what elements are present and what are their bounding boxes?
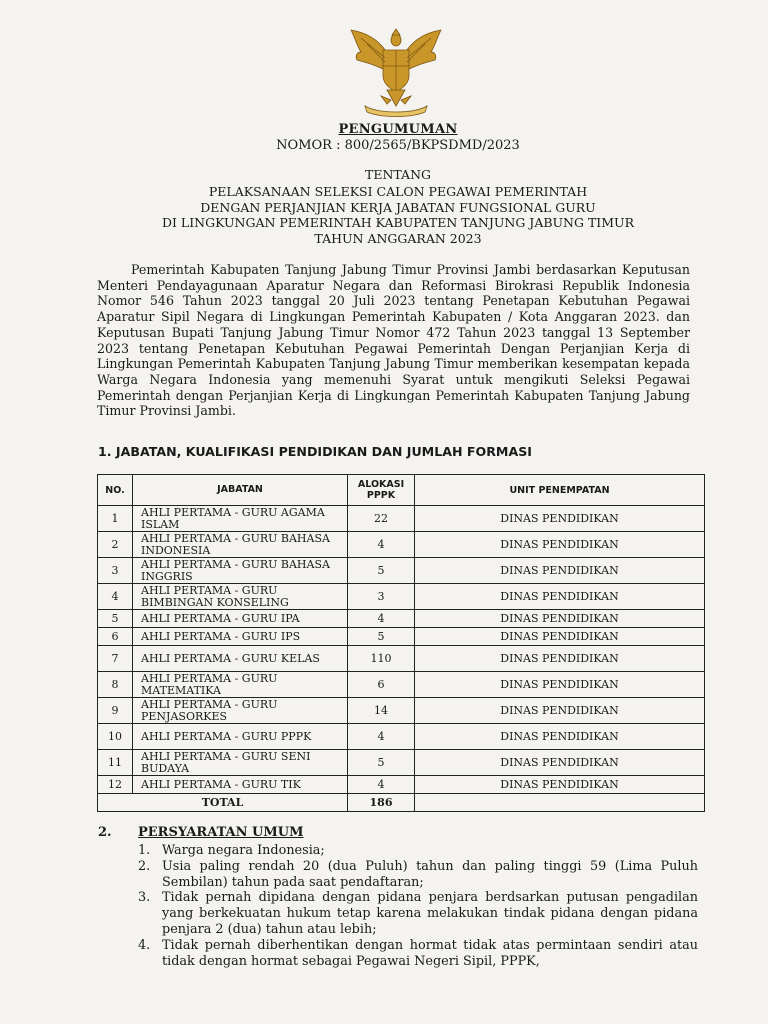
- formation-table: [97, 474, 705, 812]
- cell-unit: DINAS PENDIDIKAN: [415, 532, 705, 558]
- total-value: 186: [348, 794, 415, 812]
- cell-unit: DINAS PENDIDIKAN: [415, 672, 705, 698]
- table-row: [98, 724, 705, 750]
- col-header-jabatan: JABATAN: [133, 475, 348, 506]
- table-row: [98, 672, 705, 698]
- cell-alokasi: 22: [348, 506, 415, 532]
- section-2-title: PERSYARATAN UMUM: [138, 825, 304, 840]
- table-row: [98, 776, 705, 794]
- cell-no: 3: [98, 558, 133, 584]
- table-total-row: [98, 794, 705, 812]
- list-item: [138, 859, 698, 891]
- table-row: [98, 646, 705, 672]
- total-label: TOTAL: [98, 794, 348, 812]
- cell-jabatan: AHLI PERTAMA - GURU BAHASA INGGRIS: [133, 558, 348, 584]
- col-header-unit: UNIT PENEMPATAN: [415, 475, 705, 506]
- col-header-alokasi: ALOKASI PPPK: [348, 475, 415, 506]
- table-row: [98, 610, 705, 628]
- table-row: [98, 532, 705, 558]
- cell-unit: DINAS PENDIDIKAN: [415, 584, 705, 610]
- cell-alokasi: 5: [348, 750, 415, 776]
- cell-no: 12: [98, 776, 133, 794]
- cell-jabatan: AHLI PERTAMA - GURU KELAS: [133, 646, 348, 672]
- table-row: [98, 558, 705, 584]
- section-2-number: 2.: [98, 825, 112, 840]
- subject-line: TAHUN ANGGARAN 2023: [314, 230, 482, 246]
- cell-jabatan: AHLI PERTAMA - GURU BIMBINGAN KONSELING: [133, 584, 348, 610]
- subject-line: DENGAN PERJANJIAN KERJA JABATAN FUNGSIONAL GURU: [200, 199, 596, 215]
- cell-jabatan: AHLI PERTAMA - GURU TIK: [133, 776, 348, 794]
- list-item: [138, 938, 698, 970]
- garuda-emblem-icon: [345, 26, 447, 118]
- cell-unit: DINAS PENDIDIKAN: [415, 506, 705, 532]
- table-row: [98, 584, 705, 610]
- cell-alokasi: 4: [348, 776, 415, 794]
- cell-alokasi: 6: [348, 672, 415, 698]
- section-1-heading: 1. JABATAN, KUALIFIKASI PENDIDIKAN DAN JUMLAH FORMASI: [98, 444, 532, 459]
- cell-unit: DINAS PENDIDIKAN: [415, 558, 705, 584]
- cell-no: 10: [98, 724, 133, 750]
- list-item-text: Warga negara Indonesia;: [162, 843, 325, 858]
- cell-alokasi: 4: [348, 724, 415, 750]
- document-number: NOMOR : 800/2565/BKPSDMD/2023: [276, 138, 520, 153]
- cell-no: 11: [98, 750, 133, 776]
- cell-no: 2: [98, 532, 133, 558]
- list-item-number: 2.: [138, 858, 151, 874]
- table-row: [98, 506, 705, 532]
- cell-jabatan: AHLI PERTAMA - GURU PENJASORKES: [133, 698, 348, 724]
- cell-no: 7: [98, 646, 133, 672]
- cell-jabatan: AHLI PERTAMA - GURU PPPK: [133, 724, 348, 750]
- document-title: PENGUMUMAN: [338, 122, 458, 137]
- cell-jabatan: AHLI PERTAMA - GURU SENI BUDAYA: [133, 750, 348, 776]
- list-item: [138, 890, 698, 937]
- list-item: [138, 843, 698, 859]
- cell-no: 6: [98, 628, 133, 646]
- list-item-number: 1.: [138, 843, 151, 858]
- cell-jabatan: AHLI PERTAMA - GURU IPS: [133, 628, 348, 646]
- cell-unit: DINAS PENDIDIKAN: [415, 724, 705, 750]
- cell-jabatan: AHLI PERTAMA - GURU MATEMATIKA: [133, 672, 348, 698]
- list-item-number: 4.: [138, 937, 151, 953]
- requirements-list: [138, 843, 698, 969]
- cell-unit: DINAS PENDIDIKAN: [415, 646, 705, 672]
- table-header-row: [98, 475, 705, 506]
- cell-no: 9: [98, 698, 133, 724]
- cell-unit: DINAS PENDIDIKAN: [415, 610, 705, 628]
- cell-alokasi: 5: [348, 628, 415, 646]
- cell-no: 8: [98, 672, 133, 698]
- cell-jabatan: AHLI PERTAMA - GURU BAHASA INDONESIA: [133, 532, 348, 558]
- cell-jabatan: AHLI PERTAMA - GURU AGAMA ISLAM: [133, 506, 348, 532]
- subject-line: PELAKSANAAN SELEKSI CALON PEGAWAI PEMERINTAH: [208, 184, 588, 199]
- cell-alokasi: 4: [348, 532, 415, 558]
- list-item-text: Tidak pernah diberhentikan dengan hormat tidak atas permintaan sendiri atau tidak dengan hormat sebagai Pegawai Negeri Sipil, PPPK,: [162, 937, 698, 969]
- cell-unit: DINAS PENDIDIKAN: [415, 750, 705, 776]
- cell-alokasi: 110: [348, 646, 415, 672]
- cell-unit: DINAS PENDIDIKAN: [415, 776, 705, 794]
- table-row: [98, 750, 705, 776]
- intro-paragraph: [97, 262, 690, 419]
- cell-alokasi: 3: [348, 584, 415, 610]
- total-unit-empty: [415, 794, 705, 812]
- list-item-text: Usia paling rendah 20 (dua Puluh) tahun dan paling tinggi 59 (Lima Puluh Sembilan) tahun pada saat pendaftaran;: [162, 858, 698, 890]
- section-2-heading: [98, 825, 304, 840]
- cell-jabatan: AHLI PERTAMA - GURU IPA: [133, 610, 348, 628]
- table-row: [98, 628, 705, 646]
- intro-text: Pemerintah Kabupaten Tanjung Jabung Timur Provinsi Jambi berdasarkan Keputusan Menteri Pendayagunaan Aparatur Negara dan Reformasi Birokrasi Republik Indonesia Nomor 546 Tahun 2023 tanggal 20 Juli 2023 tentang Penetapan Kebutuhan Pegawai Aparatur Sipil Negara di Lingkungan Pemerintah Kabupaten / Kota Anggaran 2023. dan Keputusan Bupati Tanjung Jabung Timur Nomor 472 Tahun 2023 tanggal 13 September 2023 tentang Penetapan Kebutuhan Pegawai Pemerintah Dengan Perjanjian Kerja di Lingkungan Pemerintah Kabupaten Tanjung Jabung Timur memberikan kesempatan kepada Warga Negara Indonesia yang memenuhi Syarat untuk mengikuti Seleksi Pegawai Pemerintah dengan Perjanjian Kerja di Lingkungan Pemerintah Kabupaten Tanjung Jabung Timur Provinsi Jambi.: [97, 262, 690, 419]
- col-header-no: NO.: [98, 475, 133, 506]
- table-row: [98, 698, 705, 724]
- cell-no: 4: [98, 584, 133, 610]
- cell-unit: DINAS PENDIDIKAN: [415, 698, 705, 724]
- tentang-label: TENTANG: [364, 167, 431, 182]
- subject-line: DI LINGKUNGAN PEMERINTAH KABUPATEN TANJUNG JABUNG TIMUR: [162, 215, 634, 231]
- cell-unit: DINAS PENDIDIKAN: [415, 628, 705, 646]
- cell-alokasi: 4: [348, 610, 415, 628]
- cell-no: 1: [98, 506, 133, 532]
- cell-alokasi: 14: [348, 698, 415, 724]
- list-item-text: Tidak pernah dipidana dengan pidana penjara berdsarkan putusan pengadilan yang berkekuatan hukum tetap karena melakukan tindak pidana dengan pidana penjara 2 (dua) tahun atau lebih;: [162, 890, 698, 937]
- cell-alokasi: 5: [348, 558, 415, 584]
- list-item-number: 3.: [138, 890, 151, 906]
- document-subject: [0, 184, 768, 246]
- cell-no: 5: [98, 610, 133, 628]
